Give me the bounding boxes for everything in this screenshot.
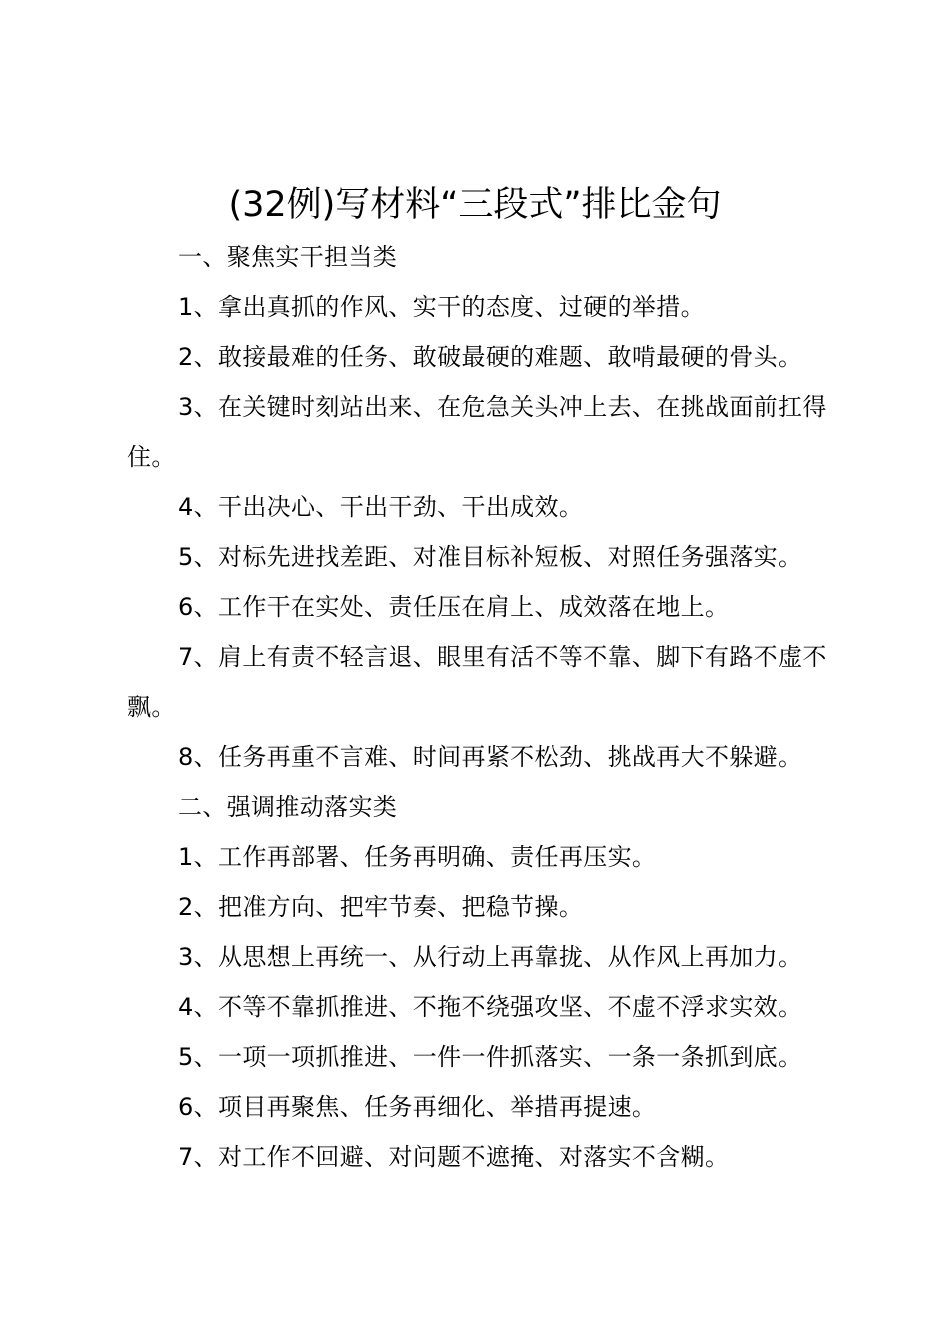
- paragraph: 4、不等不靠抓推进、不拖不绕强攻坚、不虚不浮求实效。: [178, 993, 803, 1021]
- paragraph: 5、对标先进找差距、对准目标补短板、对照任务强落实。: [178, 543, 803, 571]
- paragraph: 5、一项一项抓推进、一件一件抓落实、一条一条抓到底。: [178, 1043, 803, 1071]
- section-heading: 一、聚焦实干担当类: [178, 243, 398, 271]
- paragraph: 3、从思想上再统一、从行动上再靠拢、从作风上再加力。: [178, 943, 803, 971]
- paragraph: 8、任务再重不言难、时间再紧不松劲、挑战再大不躲避。: [178, 743, 803, 771]
- paragraph: 3、在关键时刻站出来、在危急关头冲上去、在挑战面前扛得住。: [127, 393, 827, 471]
- paragraph: 6、工作干在实处、责任压在肩上、成效落在地上。: [178, 593, 730, 621]
- paragraph: 1、工作再部署、任务再明确、责任再压实。: [178, 843, 657, 871]
- paragraph: 6、项目再聚焦、任务再细化、举措再提速。: [178, 1093, 657, 1121]
- paragraph: 1、拿出真抓的作风、实干的态度、过硬的举措。: [178, 293, 705, 321]
- paragraph: 2、把准方向、把牢节奏、把稳节操。: [178, 893, 584, 921]
- paragraph: 7、对工作不回避、对问题不遮掩、对落实不含糊。: [178, 1143, 730, 1171]
- paragraph: 2、敢接最难的任务、敢破最硬的难题、敢啃最硬的骨头。: [178, 343, 803, 371]
- section-heading: 二、强调推动落实类: [178, 793, 398, 821]
- paragraph: 7、肩上有责不轻言退、眼里有活不等不靠、脚下有路不虚不飘。: [127, 643, 827, 721]
- document-title: (32例)写材料“三段式”排比金句: [228, 185, 722, 225]
- document-body: [127, 232, 839, 1182]
- paragraph: 4、干出决心、干出干劲、干出成效。: [178, 493, 584, 521]
